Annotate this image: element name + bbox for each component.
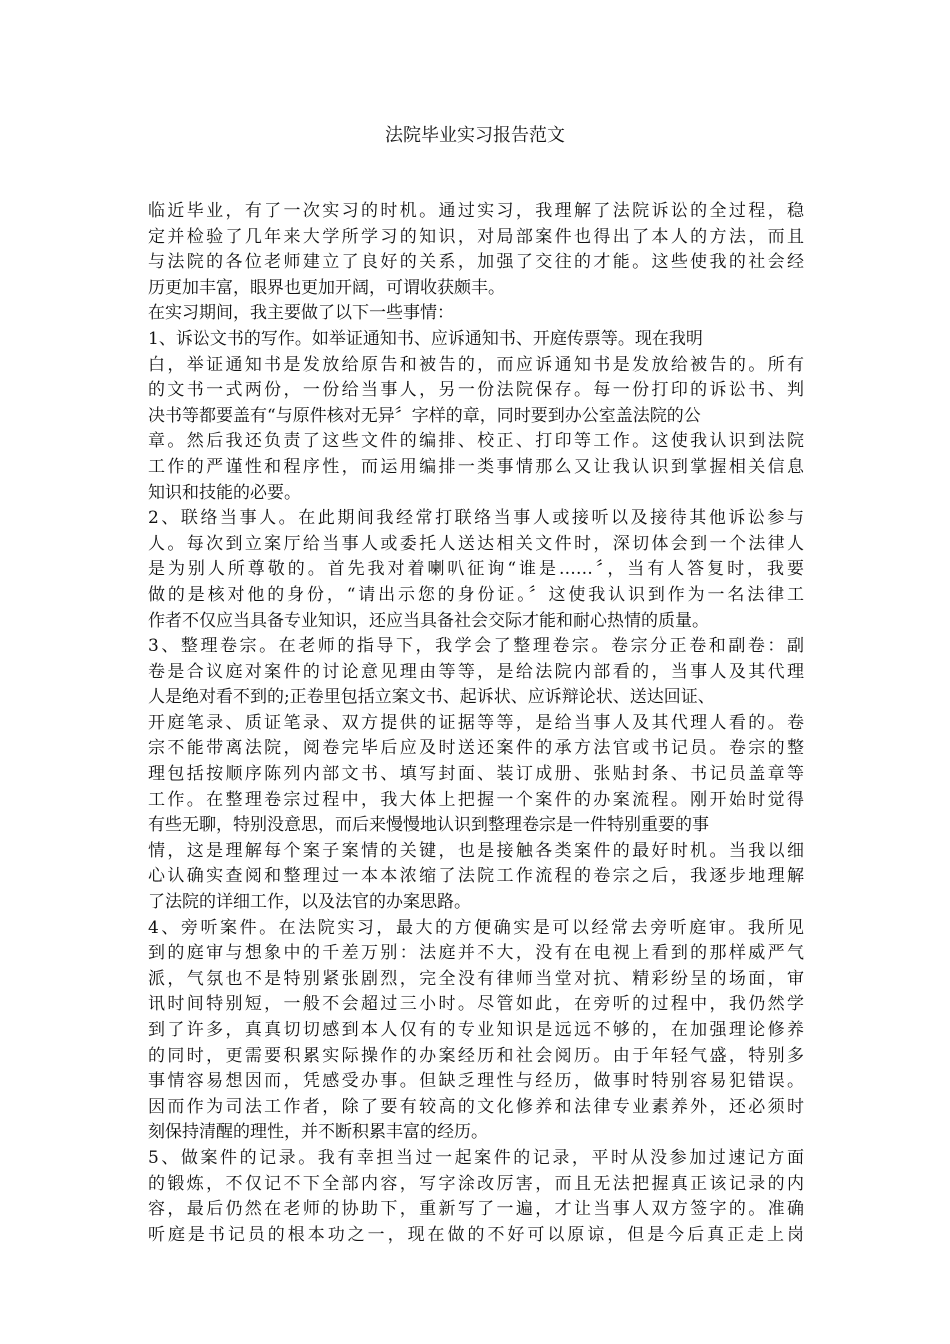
text-line: 2、联络当事人。在此期间我经常打联络当事人或接听以及接待其他诉讼参与 [148,508,804,529]
document-body [148,199,804,1248]
text-line: 刻保持清醒的理性，并不断积累丰富的经历。 [148,1122,488,1143]
text-line: 事情容易想因而，凭感受办事。但缺乏理性与经历，做事时特别容易犯错误。 [148,1071,804,1092]
text-line: 宗不能带离法院，阅卷完毕后应及时送还案件的承方法官或书记员。卷宗的整 [148,738,804,759]
text-line: 有些无聊，特别没意思，而后来慢慢地认识到整理卷宗是一件特别重要的事 [148,815,709,836]
text-line: 了法院的详细工作，以及法官的办案思路。 [148,892,471,913]
text-line: 白，举证通知书是发放给原告和被告的，而应诉通知书是发放给被告的。所有 [148,354,804,375]
text-line: 1、诉讼文书的写作。如举证通知书、应诉通知书、开庭传票等。现在我明 [148,328,703,349]
text-line: 在实习期间，我主要做了以下一些事情： [148,303,454,324]
text-line: 章。然后我还负责了这些文件的编排、校正、打印等工作。这使我认识到法院 [148,431,804,452]
text-line: 工作的严谨性和程序性，而运用编排一类事情那么又让我认识到掌握相关信息 [148,456,804,477]
text-line: 历更加丰富，眼界也更加开阔，可谓收获颇丰。 [148,277,505,298]
text-line: 人。每次到立案厅给当事人或委托人送达相关文件时，深切体会到一个法律人 [148,533,804,554]
text-line: 作者不仅应当具备专业知识，还应当具备社会交际才能和耐心热情的质量。 [148,610,709,631]
text-line: 开庭笔录、质证笔录、双方提供的证据等等，是给当事人及其代理人看的。卷 [148,712,804,733]
text-line: 人是绝对看不到的;正卷里包括立案文书、起诉状、应诉辩论状、送达回证、 [148,687,715,708]
text-line: 定并检验了几年来大学所学习的知识，对局部案件也得出了本人的方法，而且 [148,226,804,247]
text-line: 到的庭审与想象中的千差万别：法庭并不大，没有在电视上看到的那样威严气 [148,943,804,964]
text-line: 理包括按顺序陈列内部文书、填写封面、装订成册、张贴封条、书记员盖章等 [148,764,804,785]
text-line: 临近毕业，有了一次实习的时机。通过实习，我理解了法院诉讼的全过程，稳 [148,201,804,221]
text-line: 的锻炼，不仅记不下全部内容，写字涂改厉害，而且无法把握真正该记录的内 [148,1173,804,1194]
text-line: 3、整理卷宗。在老师的指导下，我学会了整理卷宗。卷宗分正卷和副卷：副 [148,636,804,657]
text-line: 卷是合议庭对案件的讨论意见理由等等，是给法院内部看的，当事人及其代理 [148,661,804,682]
document-title: 法院毕业实习报告范文 [385,125,565,146]
text-line: 情，这是理解每个案子案情的关键，也是接触各类案件的最好时机。当我以细 [148,840,804,861]
text-line: 知识和技能的必要。 [148,482,301,503]
text-line: 讯时间特别短，一般不会超过三小时。尽管如此，在旁听的过程中，我仍然学 [148,994,804,1015]
text-line: 的文书一式两份，一份给当事人，另一份法院保存。每一份打印的诉讼书、判 [148,380,804,401]
text-line: 做的是核对他的身份，“请出示您的身份证。〞这使我认识到作为一名法律工 [148,584,804,605]
text-line: 4、旁听案件。在法院实习，最大的方便确实是可以经常去旁听庭审。我所见 [148,917,804,938]
text-line: 与法院的各位老师建立了良好的关系，加强了交往的才能。这些使我的社会经 [148,252,804,273]
text-line: 因而作为司法工作者，除了要有较高的文化修养和法律专业素养外，还必须时 [148,1096,804,1117]
text-line: 决书等都要盖有“与原件核对无异〞字样的章，同时要到办公室盖法院的公 [148,405,701,426]
text-line: 5、做案件的记录。我有幸担当过一起案件的记录，平时从没参加过速记方面 [148,1147,804,1168]
text-line: 的同时，更需要积累实际操作的办案经历和社会阅历。由于年轻气盛，特别多 [148,1045,804,1066]
text-line: 容，最后仍然在老师的协助下，重新写了一遍，才让当事人双方签字的。准确 [148,1199,804,1220]
text-line: 是为别人所尊敬的。首先我对着喇叭征询“谁是……〞，当有人答复时，我要 [148,559,804,580]
text-line: 到了许多，真真切切感到本人仅有的专业知识是远远不够的，在加强理论修养 [148,1020,804,1040]
text-line: 工作。在整理卷宗过程中，我大体上把握一个案件的办案流程。刚开始时觉得 [148,789,804,810]
text-line: 心认确实查阅和整理过一本本浓缩了法院工作流程的卷宗之后，我逐步地理解 [148,866,804,887]
text-line: 派，气氛也不是特别紧张剧烈，完全没有律师当堂对抗、精彩纷呈的场面，审 [148,968,804,989]
text-line: 听庭是书记员的根本功之一，现在做的不好可以原谅，但是今后真正走上岗 [148,1224,804,1245]
